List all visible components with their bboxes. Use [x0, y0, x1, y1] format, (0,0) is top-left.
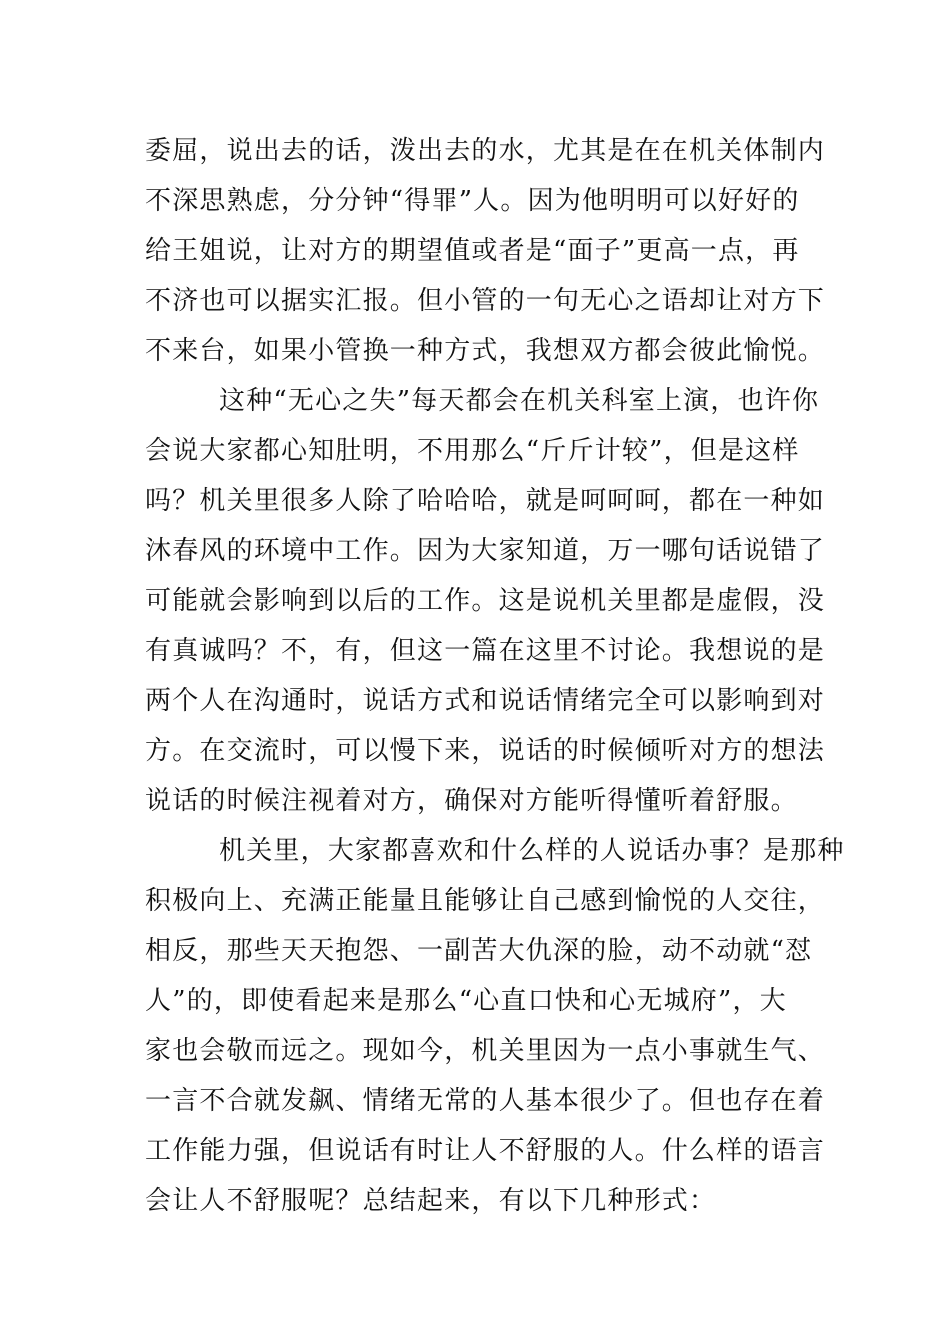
- paragraph-3-line-7: 工作能力强，但说话有时让人不舒服的人。什么样的语言: [145, 1136, 826, 1166]
- paragraph-3-line-4: 人”的，即使看起来是那么“心直口快和心无城府”，大: [145, 986, 787, 1016]
- document-body: [145, 126, 845, 1226]
- paragraph-3-line-1: 机关里，大家都喜欢和什么样的人说话办事？是那种: [219, 836, 845, 866]
- paragraph-2-line-7: 两个人在沟通时，说话方式和说话情绪完全可以影响到对: [145, 686, 826, 716]
- paragraph-2-line-2: 会说大家都心知肚明，不用那么“斤斤计较”，但是这样: [145, 436, 800, 466]
- paragraph-3-line-8: 会让人不舒服呢？总结起来，有以下几种形式：: [145, 1186, 717, 1216]
- paragraph-2-line-6: 有真诚吗？不，有，但这一篇在这里不讨论。我想说的是: [145, 636, 826, 666]
- paragraph-2-line-4: 沐春风的环境中工作。因为大家知道，万一哪句话说错了: [145, 536, 826, 566]
- paragraph-2-line-9: 说话的时候注视着对方，确保对方能听得懂听着舒服。: [145, 786, 798, 816]
- paragraph-1-line-4: 不济也可以据实汇报。但小管的一句无心之语却让对方下: [145, 286, 826, 316]
- paragraph-2-line-8: 方。在交流时，可以慢下来，说话的时候倾听对方的想法: [145, 736, 826, 766]
- paragraph-1-line-3: 给王姐说，让对方的期望值或者是“面子”更高一点，再: [145, 236, 800, 266]
- paragraph-3-line-2: 积极向上、充满正能量且能够让自己感到愉悦的人交往，: [145, 886, 826, 916]
- paragraph-3-line-5: 家也会敬而远之。现如今，机关里因为一点小事就生气、: [145, 1036, 826, 1066]
- paragraph-2-line-3: 吗？机关里很多人除了哈哈哈，就是呵呵呵，都在一种如: [145, 486, 826, 516]
- paragraph-2-line-5: 可能就会影响到以后的工作。这是说机关里都是虚假，没: [145, 586, 826, 616]
- paragraph-3-line-3: 相反，那些天天抱怨、一副苦大仇深的脸，动不动就“怼: [145, 936, 813, 966]
- paragraph-2-line-1: 这种“无心之失”每天都会在机关科室上演，也许你: [219, 386, 820, 416]
- paragraph-1-line-5: 不来台，如果小管换一种方式，我想双方都会彼此愉悦。: [145, 336, 826, 366]
- paragraph-1-line-1: 委屈，说出去的话，泼出去的水，尤其是在在机关体制内: [145, 136, 826, 166]
- paragraph-1-line-2: 不深思熟虑，分分钟“得罪”人。因为他明明可以好好的: [145, 186, 800, 216]
- paragraph-3-line-6: 一言不合就发飙、情绪无常的人基本很少了。但也存在着: [145, 1086, 826, 1116]
